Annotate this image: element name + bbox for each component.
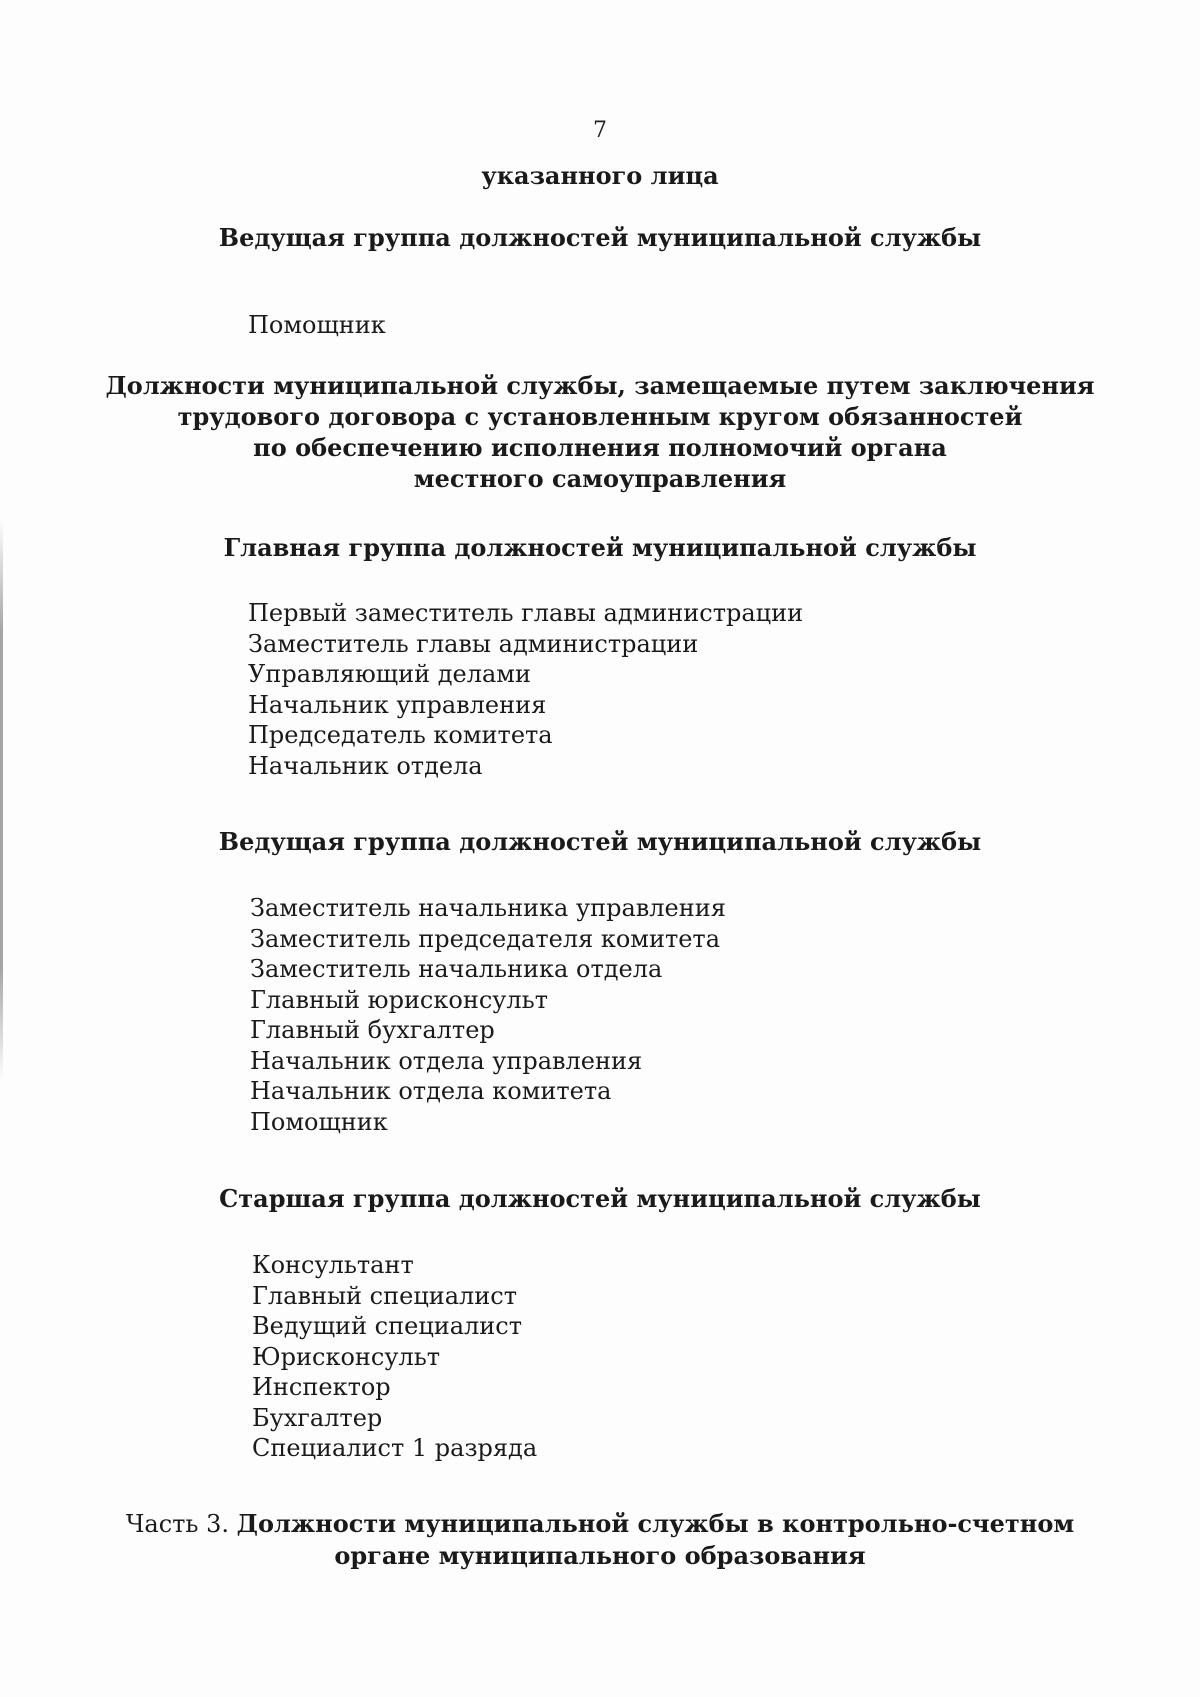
list-item: Заместитель председателя комитета xyxy=(250,924,721,953)
list-item: Главный юрисконсульт xyxy=(250,985,548,1014)
list-item: Ведущий специалист xyxy=(252,1312,523,1340)
section-main-list xyxy=(248,598,803,781)
list-item: Начальник управления xyxy=(248,690,547,719)
part-3-label: Часть 3. xyxy=(125,1510,229,1538)
section-leading-1-item: Помощник xyxy=(248,311,386,339)
scan-edge-shadow xyxy=(0,520,3,1080)
list-item: Главный специалист xyxy=(252,1281,518,1310)
section-senior-heading: Старшая группа должностей муниципальной службы xyxy=(219,1184,981,1213)
list-item: Заместитель главы администрации xyxy=(248,629,699,658)
section-leading-2-heading: Ведущая группа должностей муниципальной службы xyxy=(218,827,982,856)
labor-contract-heading-line: Должности муниципальной службы, замещаемые путем заключения xyxy=(105,371,1095,400)
list-item: Специалист 1 разряда xyxy=(252,1434,538,1462)
list-item: Заместитель начальника управления xyxy=(250,894,726,922)
section-leading-2-list xyxy=(250,893,726,1137)
labor-contract-heading-line: по обеспечению исполнения полномочий органа xyxy=(253,433,947,462)
list-item: Юрисконсульт xyxy=(252,1342,441,1371)
part-3-title-continuation: органе муниципального образования xyxy=(334,1541,866,1570)
section-main-heading: Главная группа должностей муниципальной службы xyxy=(223,533,977,562)
list-item: Инспектор xyxy=(252,1373,391,1401)
labor-contract-heading-line: местного самоуправления xyxy=(413,464,787,493)
list-item: Управляющий делами xyxy=(248,660,531,688)
list-item: Главный бухгалтер xyxy=(250,1016,495,1044)
list-item: Заместитель начальника отдела xyxy=(250,955,663,983)
list-item: Начальник отдела xyxy=(248,751,483,780)
list-item: Начальник отдела управления xyxy=(250,1046,643,1075)
section-leading-1-heading: Ведущая группа должностей муниципальной службы xyxy=(218,223,982,252)
list-item: Консультант xyxy=(252,1251,414,1279)
part-3-heading xyxy=(0,1508,1200,1571)
list-item: Первый заместитель главы администрации xyxy=(248,599,804,627)
part-3-title: Должности муниципальной службы в контрольно-счетном xyxy=(236,1509,1075,1538)
list-item: Начальник отдела комитета xyxy=(250,1077,612,1105)
page-number: 7 xyxy=(593,118,607,143)
list-item: Председатель комитета xyxy=(248,721,553,749)
list-item: Бухгалтер xyxy=(252,1403,383,1432)
labor-contract-heading xyxy=(0,370,1200,494)
section-senior-list xyxy=(252,1250,537,1464)
labor-contract-heading-line: трудового договора с установленным кругом обязанностей xyxy=(177,402,1023,431)
list-item: Помощник xyxy=(250,1107,388,1136)
continuation-heading: указанного лица xyxy=(481,161,719,190)
